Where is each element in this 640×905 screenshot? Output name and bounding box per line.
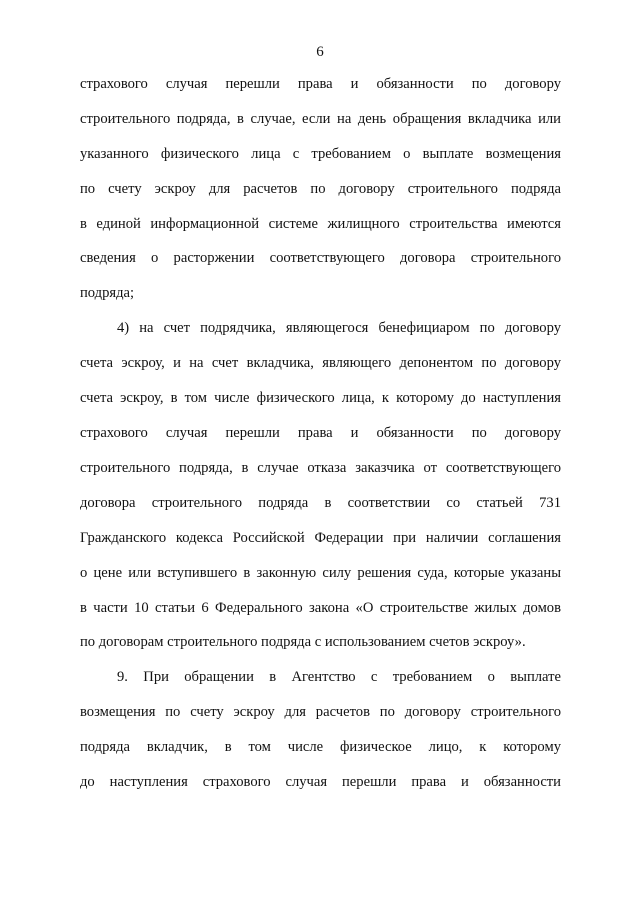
text-line: по счету эскроу для расчетов по договору строительного подряда xyxy=(80,181,561,197)
page-number: 6 xyxy=(316,44,324,60)
text-line: подряда; xyxy=(80,285,135,301)
text-line: в единой информационной системе жилищного строительства имеются xyxy=(80,216,561,232)
text-line: Гражданского кодекса Российской Федерации при наличии соглашения xyxy=(80,530,561,546)
text-line: страхового случая перешли права и обязанности по договору xyxy=(80,425,561,441)
text-line: счета эскроу, в том числе физического лица, к которому до наступления xyxy=(80,390,561,406)
text-line: 9. При обращении в Агентство с требованием о выплате xyxy=(117,669,561,685)
text-line: счета эскроу, и на счет вкладчика, являющего депонентом по договору xyxy=(80,355,561,371)
text-line: до наступления страхового случая перешли права и обязанности xyxy=(80,774,561,790)
text-line: подряда вкладчик, в том числе физическое лицо, к которому xyxy=(80,739,561,755)
text-line: сведения о расторжении соответствующего договора строительного xyxy=(80,250,561,266)
text-line: возмещения по счету эскроу для расчетов по договору строительного xyxy=(80,704,561,720)
text-line: строительного подряда, в случае, если на день обращения вкладчика или xyxy=(80,111,561,127)
text-line: страхового случая перешли права и обязанности по договору xyxy=(80,76,561,92)
text-line: в части 10 статьи 6 Федерального закона «О строительстве жилых домов xyxy=(80,600,561,616)
text-line: строительного подряда, в случае отказа заказчика от соответствующего xyxy=(80,460,561,476)
text-line: по договорам строительного подряда с использованием счетов эскроу». xyxy=(80,634,526,650)
text-line: договора строительного подряда в соответствии со статьей 731 xyxy=(80,495,561,511)
text-line: указанного физического лица с требованием о выплате возмещения xyxy=(80,146,561,162)
text-line: о цене или вступившего в законную силу решения суда, которые указаны xyxy=(80,565,561,581)
text-line: 4) на счет подрядчика, являющегося бенефициаром по договору xyxy=(117,320,561,336)
